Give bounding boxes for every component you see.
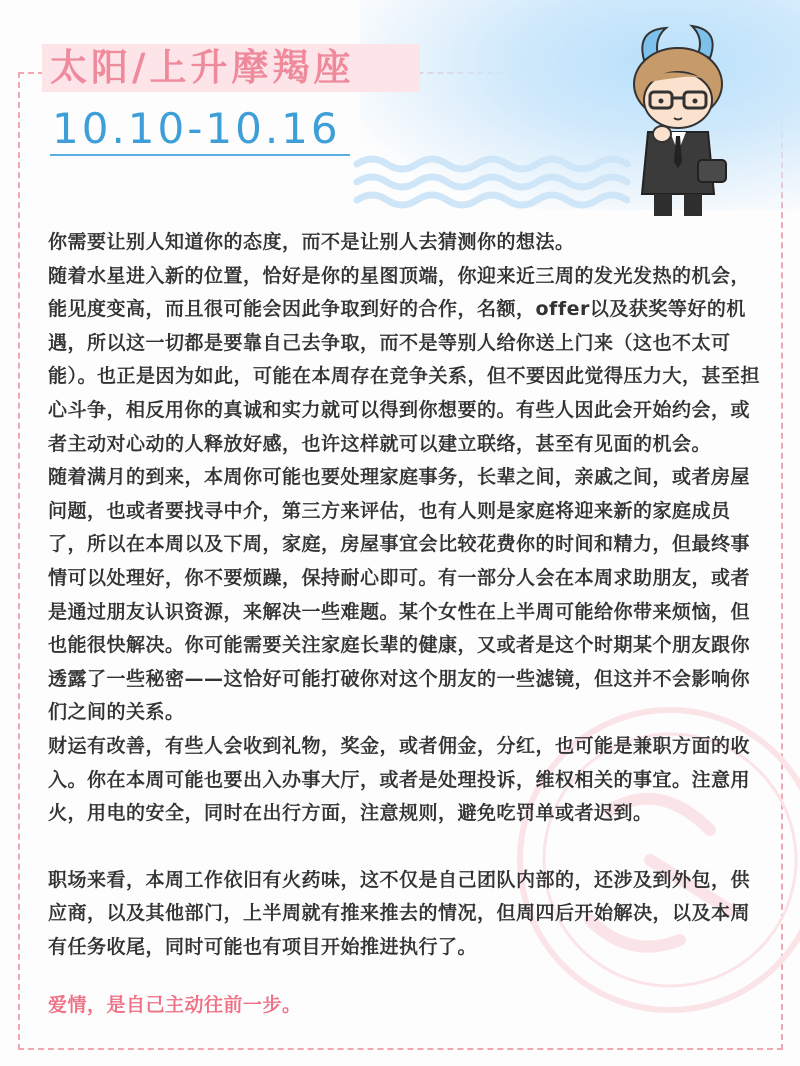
paragraph-finance: 财运有改善，有些人会收到礼物，奖金，或者佣金，分红，也可能是兼职方面的收入。你在本周可能也要出入办事大厅，或者是处理投诉，维权相关的事宜。注意用火，用电的安全，同时在出行方面，注意规则，避免吃罚单或者迟到。 bbox=[48, 734, 751, 825]
paragraph-career: 职场来看，本周工作依旧有火药味，这不仅是自己团队内部的，还涉及到外包，供应商，以及其他部门，上半周就有推来推去的情况，但周四后开始解决，以及本周有任务收尾，同时可能也有项目开始推进执行了。 bbox=[48, 868, 751, 958]
date-range: 10.10-10.16 bbox=[52, 104, 341, 153]
love-line: 爱情，是自己主动往前一步。 bbox=[48, 994, 302, 1017]
wave-icon bbox=[352, 152, 642, 210]
horoscope-content bbox=[48, 226, 768, 1023]
page-title: 太阳/上升摩羯座 bbox=[50, 46, 355, 89]
paragraph-mercury: 随着水星进入新的位置，恰好是你的星图顶端，你迎来近三周的发光发热的机会，能见度变高，而且很可能会因此争取到好的合作，名额，offer以及获奖等好的机遇，所以这一切都是要靠自己去争取，而不是等别人给你送上门来（这也不太可能）。也正是因为如此，可能在本周存在竞争关系，但不要因此觉得压力大，甚至担心斗争，相反用你的真诚和实力就可以得到你想要的。有些人因此会开始约会，或者主动对心动的人释放好感，也许这样就可以建立联络，甚至有见面的机会。 bbox=[48, 264, 761, 455]
paragraph-attitude: 你需要让别人知道你的态度，而不是让别人去猜测你的想法。 bbox=[48, 231, 575, 253]
date-underline bbox=[50, 154, 350, 156]
capricorn-character-icon bbox=[606, 22, 756, 222]
paragraph-gap bbox=[48, 831, 768, 864]
paragraph-full-moon: 随着满月的到来，本周你可能也要处理家庭事务，长辈之间，亲戚之间，或者房屋问题，也或者要找寻中介，第三方来评估，也有人则是家庭将迎来新的家庭成员了，所以在本周以及下周，家庭，房屋事宜会比较花费你的时间和精力，但最终事情可以处理好，你不要烦躁，保持耐心即可。有一部分人会在本周求助朋友，或者是通过朋友认识资源，来解决一些难题。某个女性在上半周可能给你带来烦恼，但也能很快解决。你可能需要关注家庭长辈的健康，又或者是这个时期某个朋友跟你透露了一些秘密——这恰好可能打破你对这个朋友的一些滤镜，但这并不会影响你们之间的关系。 bbox=[48, 466, 751, 724]
